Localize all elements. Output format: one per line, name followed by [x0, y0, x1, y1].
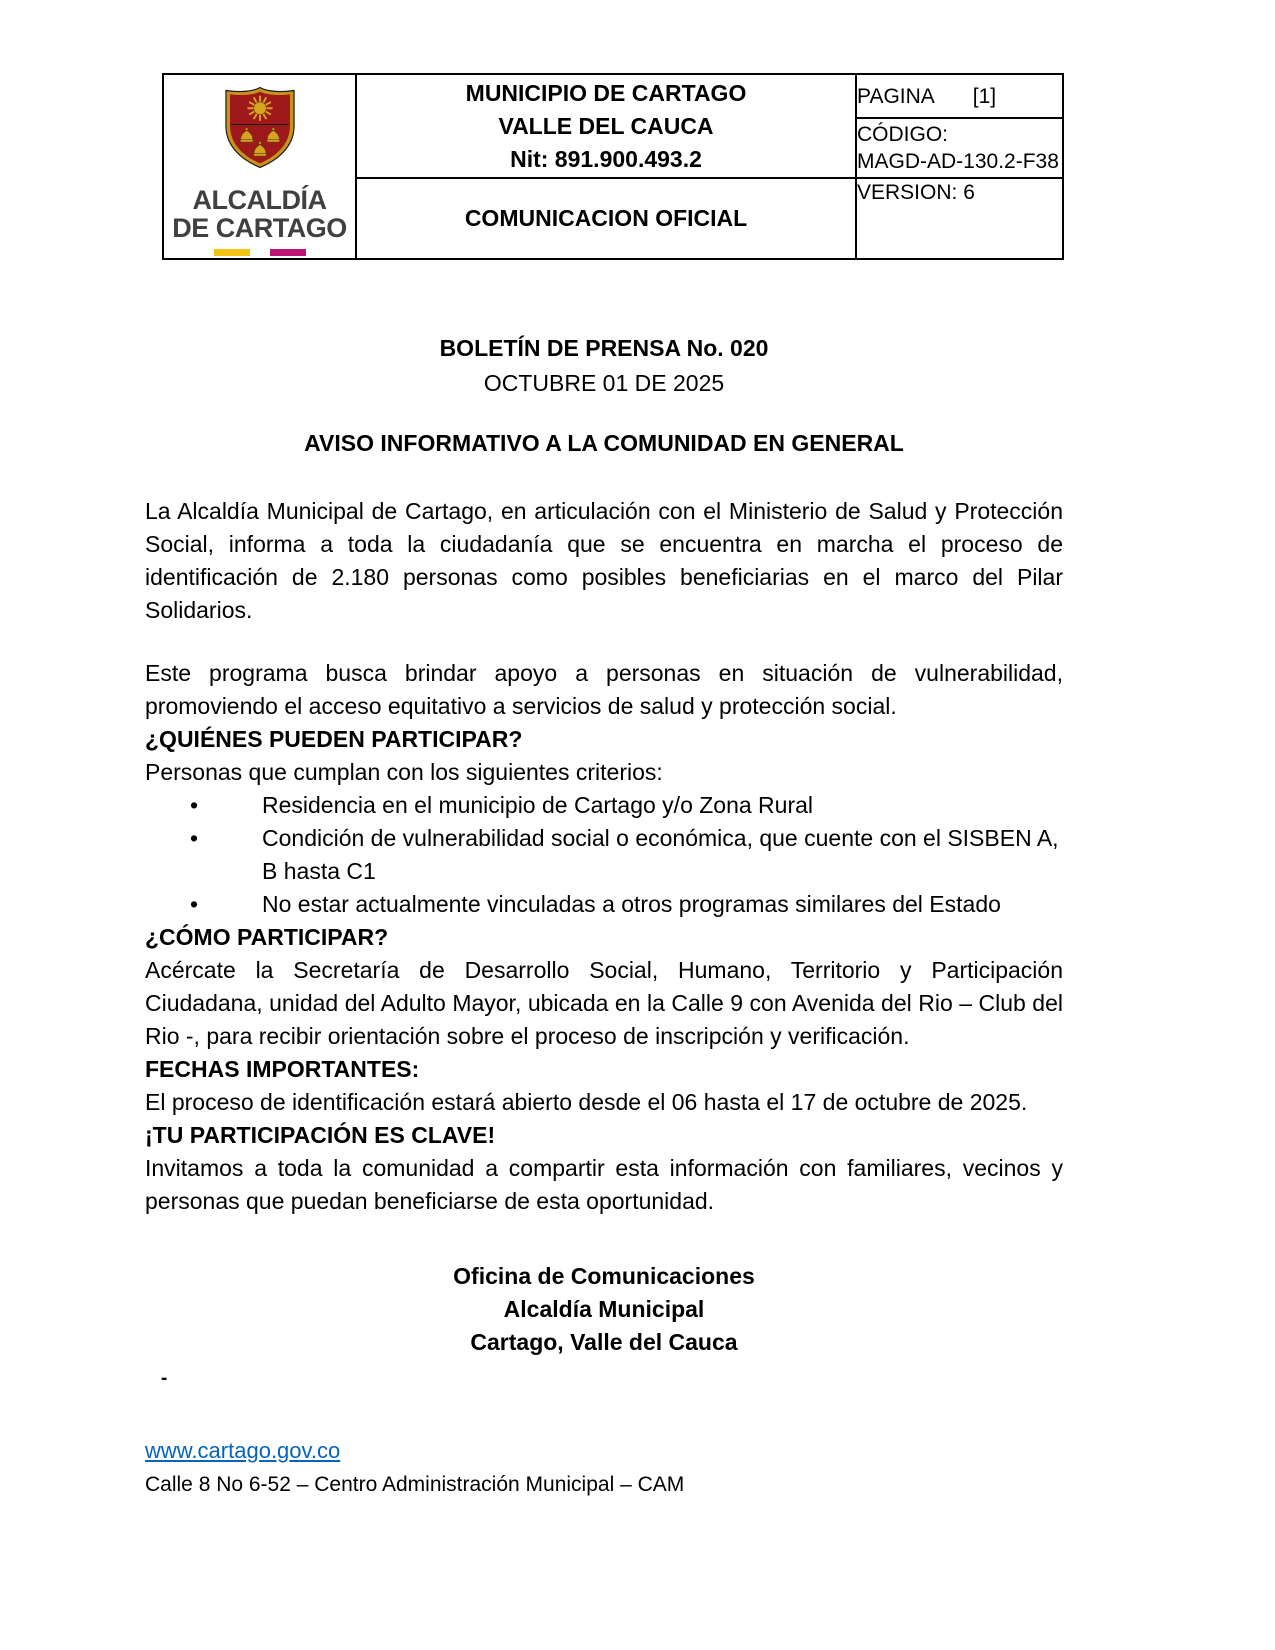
- logo-bar-yellow: [214, 249, 250, 256]
- how-paragraph: Acércate la Secretaría de Desarrollo Social, Humano, Territorio y Participación Ciudadana, unidad del Adulto Mayor, ubicada en la Calle 9 con Avenida del Rio – Club del Rio -, para recibir orientación sobre el proceso de inscripción y verificación.: [145, 957, 1063, 1049]
- dates-paragraph: El proceso de identificación estará abierto desde el 06 hasta el 17 de octubre de 2025.: [145, 1089, 1028, 1115]
- stray-dash: -: [161, 1368, 168, 1389]
- entity-nit: Nit: 891.900.493.2: [510, 145, 702, 172]
- dates-heading: FECHAS IMPORTANTES:: [145, 1056, 420, 1082]
- bulletin-title: BOLETÍN DE PRENSA No. 020: [439, 335, 769, 361]
- entity-name-line1: MUNICIPIO DE CARTAGO: [465, 79, 747, 106]
- coat-of-arms-icon: [223, 86, 297, 169]
- signature-entity: Alcaldía Municipal: [503, 1296, 705, 1322]
- footer: [145, 1434, 1063, 1499]
- bulletin-date: OCTUBRE 01 DE 2025: [483, 370, 725, 396]
- footer-address: Calle 8 No 6-52 – Centro Administración Municipal – CAM: [145, 1473, 685, 1496]
- logo-cell: [163, 74, 356, 259]
- bulletin-subject: AVISO INFORMATIVO A LA COMUNIDAD EN GENERAL: [304, 430, 904, 456]
- doc-type: COMUNICACION OFICIAL: [464, 205, 748, 231]
- document-content: [145, 73, 1063, 1499]
- code-label: CÓDIGO:: [857, 123, 949, 146]
- criteria-list: [145, 789, 1063, 921]
- code-value: MAGD-AD-130.2-F38: [857, 150, 1059, 173]
- how-heading: ¿CÓMO PARTICIPAR?: [145, 924, 389, 950]
- header-table: [162, 73, 1064, 260]
- logo-underline-bars: [214, 249, 306, 256]
- code-cell: [856, 118, 1063, 178]
- criteria-item-1: • Residencia en el municipio de Cartago y/o Zona Rural: [262, 789, 1063, 822]
- criteria-item-3: • No estar actualmente vinculadas a otros programas similares del Estado: [262, 888, 1063, 921]
- page-value: [1]: [972, 84, 997, 108]
- footer-website-link[interactable]: www.cartago.gov.co: [145, 1438, 341, 1463]
- logo-wordmark-line2: DE CARTAGO: [172, 213, 347, 243]
- who-heading: ¿QUIÉNES PUEDEN PARTICIPAR?: [145, 726, 523, 752]
- page-cell: [856, 74, 1063, 118]
- signature-block: [145, 1260, 1063, 1359]
- entity-name-line2: VALLE DEL CAUCA: [498, 112, 714, 139]
- doc-type-cell: [356, 178, 856, 259]
- version-value: VERSION: 6: [857, 181, 975, 204]
- signature-city: Cartago, Valle del Cauca: [470, 1329, 738, 1355]
- cta-paragraph: Invitamos a toda la comunidad a compartir esta información con familiares, vecinos y personas que puedan beneficiarse de esta oportunidad.: [145, 1155, 1063, 1214]
- logo-bar-magenta: [270, 249, 306, 256]
- logo-wordmark: [172, 186, 347, 242]
- signature-office: Oficina de Comunicaciones: [453, 1263, 755, 1289]
- alcaldia-logo: [164, 75, 355, 256]
- page-label: PAGINA: [857, 84, 935, 108]
- intro-paragraph-2: Este programa busca brindar apoyo a personas en situación de vulnerabilidad, promoviendo el acceso equitativo a servicios de salud y protección social.: [145, 660, 1063, 719]
- cta-heading: ¡TU PARTICIPACIÓN ES CLAVE!: [145, 1122, 496, 1148]
- entity-cell: [356, 74, 856, 178]
- intro-paragraph-1: La Alcaldía Municipal de Cartago, en articulación con el Ministerio de Salud y Protección Social, informa a toda la ciudadanía que se encuentra en marcha el proceso de identificación de 2.180 personas como posibles beneficiarias en el marco del Pilar Solidarios.: [145, 498, 1063, 623]
- version-cell: [856, 178, 1063, 259]
- criteria-item-2: • Condición de vulnerabilidad social o económica, que cuente con el SISBEN A, B hasta C1: [262, 822, 1063, 888]
- who-intro: Personas que cumplan con los siguientes criterios:: [145, 759, 663, 785]
- logo-wordmark-line1: ALCALDÍA: [192, 185, 327, 215]
- sun-icon: [253, 102, 266, 115]
